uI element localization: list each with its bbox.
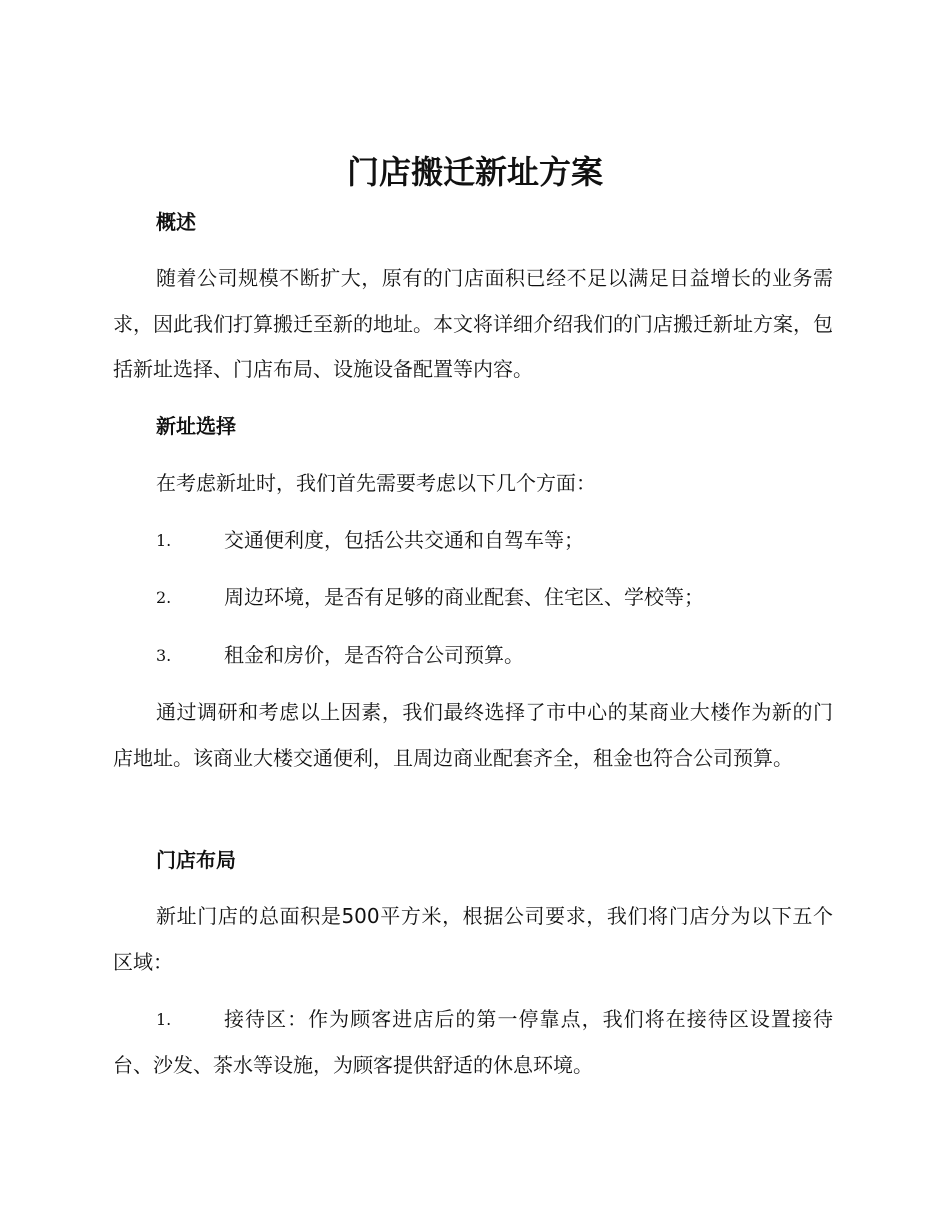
list-item	[113, 997, 833, 1088]
site-selection-conclusion: 通过调研和考虑以上因素，我们最终选择了市中心的某商业大楼作为新的门店地址。该商业大楼交通便利，且周边商业配套齐全，租金也符合公司预算。	[113, 700, 833, 770]
list-item-text: 租金和房价，是否符合公司预算。	[224, 643, 524, 667]
list-item-number: 3.	[156, 646, 172, 665]
list-item	[113, 575, 833, 621]
site-selection-intro: 在考虑新址时，我们首先需要考虑以下几个方面：	[156, 471, 596, 495]
section-heading-overview: 概述	[156, 210, 196, 234]
list-item-text: 交通便利度，包括公共交通和自驾车等；	[224, 528, 584, 552]
list-item-number: 2.	[156, 588, 172, 607]
layout-intro: 新址门店的总面积是500平方米，根据公司要求，我们将门店分为以下五个区域：	[113, 904, 833, 974]
list-item-number: 1.	[156, 531, 172, 550]
list-item-text: 周边环境，是否有足够的商业配套、住宅区、学校等；	[224, 585, 704, 609]
document-title: 门店搬迁新址方案	[346, 153, 603, 191]
list-item-number: 1.	[156, 1010, 172, 1029]
list-item-text: 接待区：作为顾客进店后的第一停靠点，我们将在接待区设置接待台、沙发、茶水等设施，为顾客提供舒适的休息环境。	[113, 1007, 833, 1077]
section-heading-site-selection: 新址选择	[156, 414, 236, 438]
overview-paragraph: 随着公司规模不断扩大，原有的门店面积已经不足以满足日益增长的业务需求，因此我们打算搬迁至新的地址。本文将详细介绍我们的门店搬迁新址方案，包括新址选择、门店布局、设施设备配置等内容。	[113, 266, 833, 381]
list-item	[113, 518, 833, 564]
list-item	[113, 633, 833, 679]
section-heading-layout: 门店布局	[156, 848, 236, 872]
